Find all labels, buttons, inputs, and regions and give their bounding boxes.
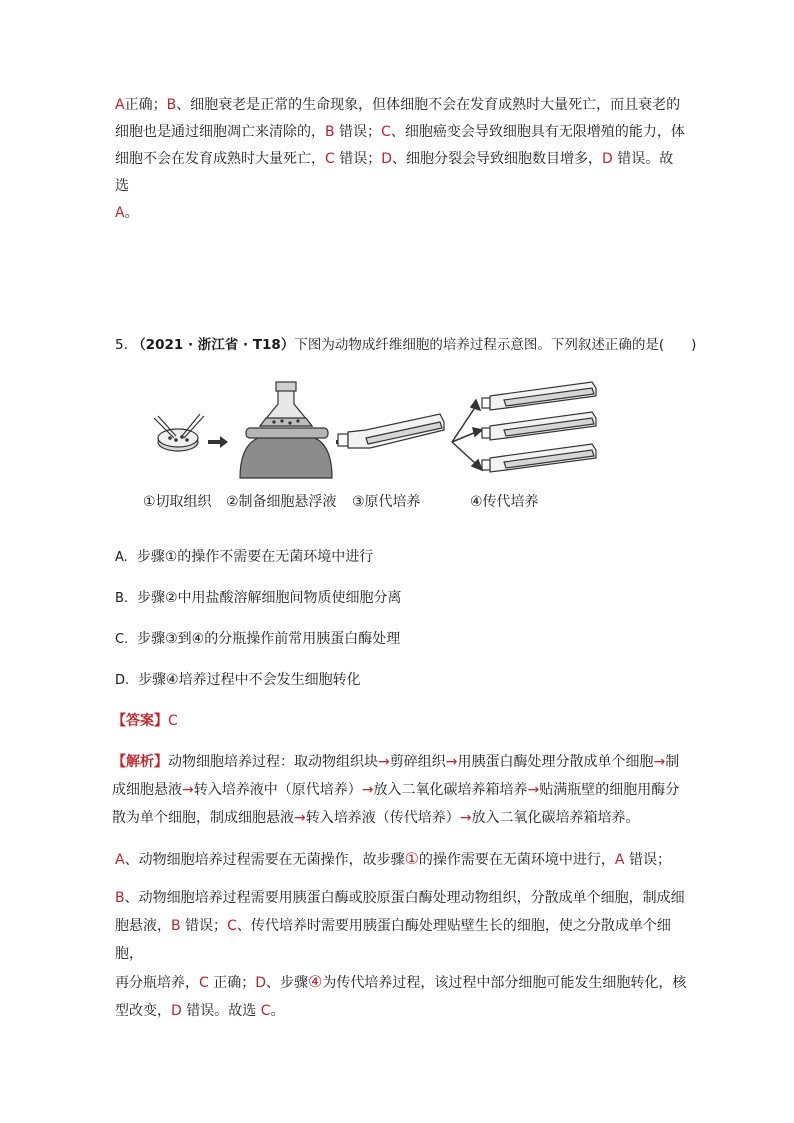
prev-analysis-line-3: 细胞不会在发育成熟时大量死亡，C 错误；D、细胞分裂会导致细胞数目增多，D 错误。故选 — [115, 151, 674, 194]
cell-culture-illustration — [140, 378, 600, 488]
option-c: C. 步骤③到④的分瓶操作前常用胰蛋白酶处理 — [115, 631, 401, 647]
arrow-1-icon — [208, 436, 228, 448]
analysis-b-line-3: 再分瓶培养，C 正确；D、步骤④为传代培养过程，该过程中部分细胞可能发生细胞转化，核 — [115, 972, 687, 991]
option-d: D. 步骤④培养过程中不会发生细胞转化 — [115, 672, 361, 688]
prev-analysis — [115, 92, 685, 227]
label-step-3: ③原代培养 — [352, 494, 421, 510]
label-step-4: ④传代培养 — [470, 494, 539, 510]
analysis-option-a — [115, 845, 695, 874]
analysis — [112, 748, 687, 832]
question-number: 5. — [115, 337, 128, 353]
analysis-b-line-1: B、动物细胞培养过程需要用胰蛋白酶或胶原蛋白酶处理动物组织，分散成单个细胞，制成细 — [115, 890, 685, 906]
prev-analysis-line-2: 细胞也是通过细胞凋亡来清除的，B 错误；C、细胞癌变会导致细胞具有无限增殖的能力，体 — [115, 124, 685, 140]
step1-dissection-icon — [154, 414, 204, 451]
step4-bottles-icon — [482, 382, 596, 472]
analysis-b-line-2: 胞悬液，B 错误；C、传代培养时需要用胰蛋白酶处理贴壁生长的细胞，使之分散成单个细胞， — [115, 918, 671, 962]
analysis-b-line-4: 型改变，D 错误。故选 C。 — [115, 1003, 285, 1019]
question-stem: 下图为动物成纤维细胞的培养过程示意图。下列叙述正确的是( ) — [294, 337, 697, 353]
prev-analysis-line-4: A。 — [115, 205, 139, 221]
analysis-a-line: A、动物细胞培养过程需要在无菌操作，故步骤①的操作需要在无菌环境中进行，A 错误； — [115, 849, 671, 868]
question-title — [115, 335, 715, 355]
fork-arrows-icon — [452, 400, 482, 470]
label-step-2: ②制备细胞悬浮液 — [226, 494, 337, 510]
answer: 【答案】C — [112, 713, 178, 729]
step2-flask-shaker-icon — [240, 382, 332, 478]
prev-analysis-line-1: A正确；B、细胞衰老是正常的生命现象，但体细胞不会在发育成熟时大量死亡，而且衰老的 — [115, 97, 681, 113]
analysis-intro: 【解析】动物细胞培养过程：取动物组织块→剪碎组织→用胰蛋白酶处理分散成单个细胞→制成细胞悬液→转入培养液中（原代培养）→放入二氧化碳培养箱培养→贴满瓶壁的细胞用酶分散为单个细胞，制成细胞悬液→转入培养液（传代培养）→放入二氧化碳培养箱培养。 — [112, 754, 680, 826]
option-b: B. 步骤②中用盐酸溶解细胞间物质使细胞分离 — [115, 590, 402, 606]
label-step-1: ①切取组织 — [143, 494, 212, 510]
step3-culture-bottle-icon — [338, 414, 444, 448]
question-source: （2021 · 浙江省 · T18） — [132, 337, 295, 353]
analysis-options-bcd — [115, 884, 695, 1025]
option-a: A. 步骤①的操作不需要在无菌环境中进行 — [115, 549, 374, 565]
